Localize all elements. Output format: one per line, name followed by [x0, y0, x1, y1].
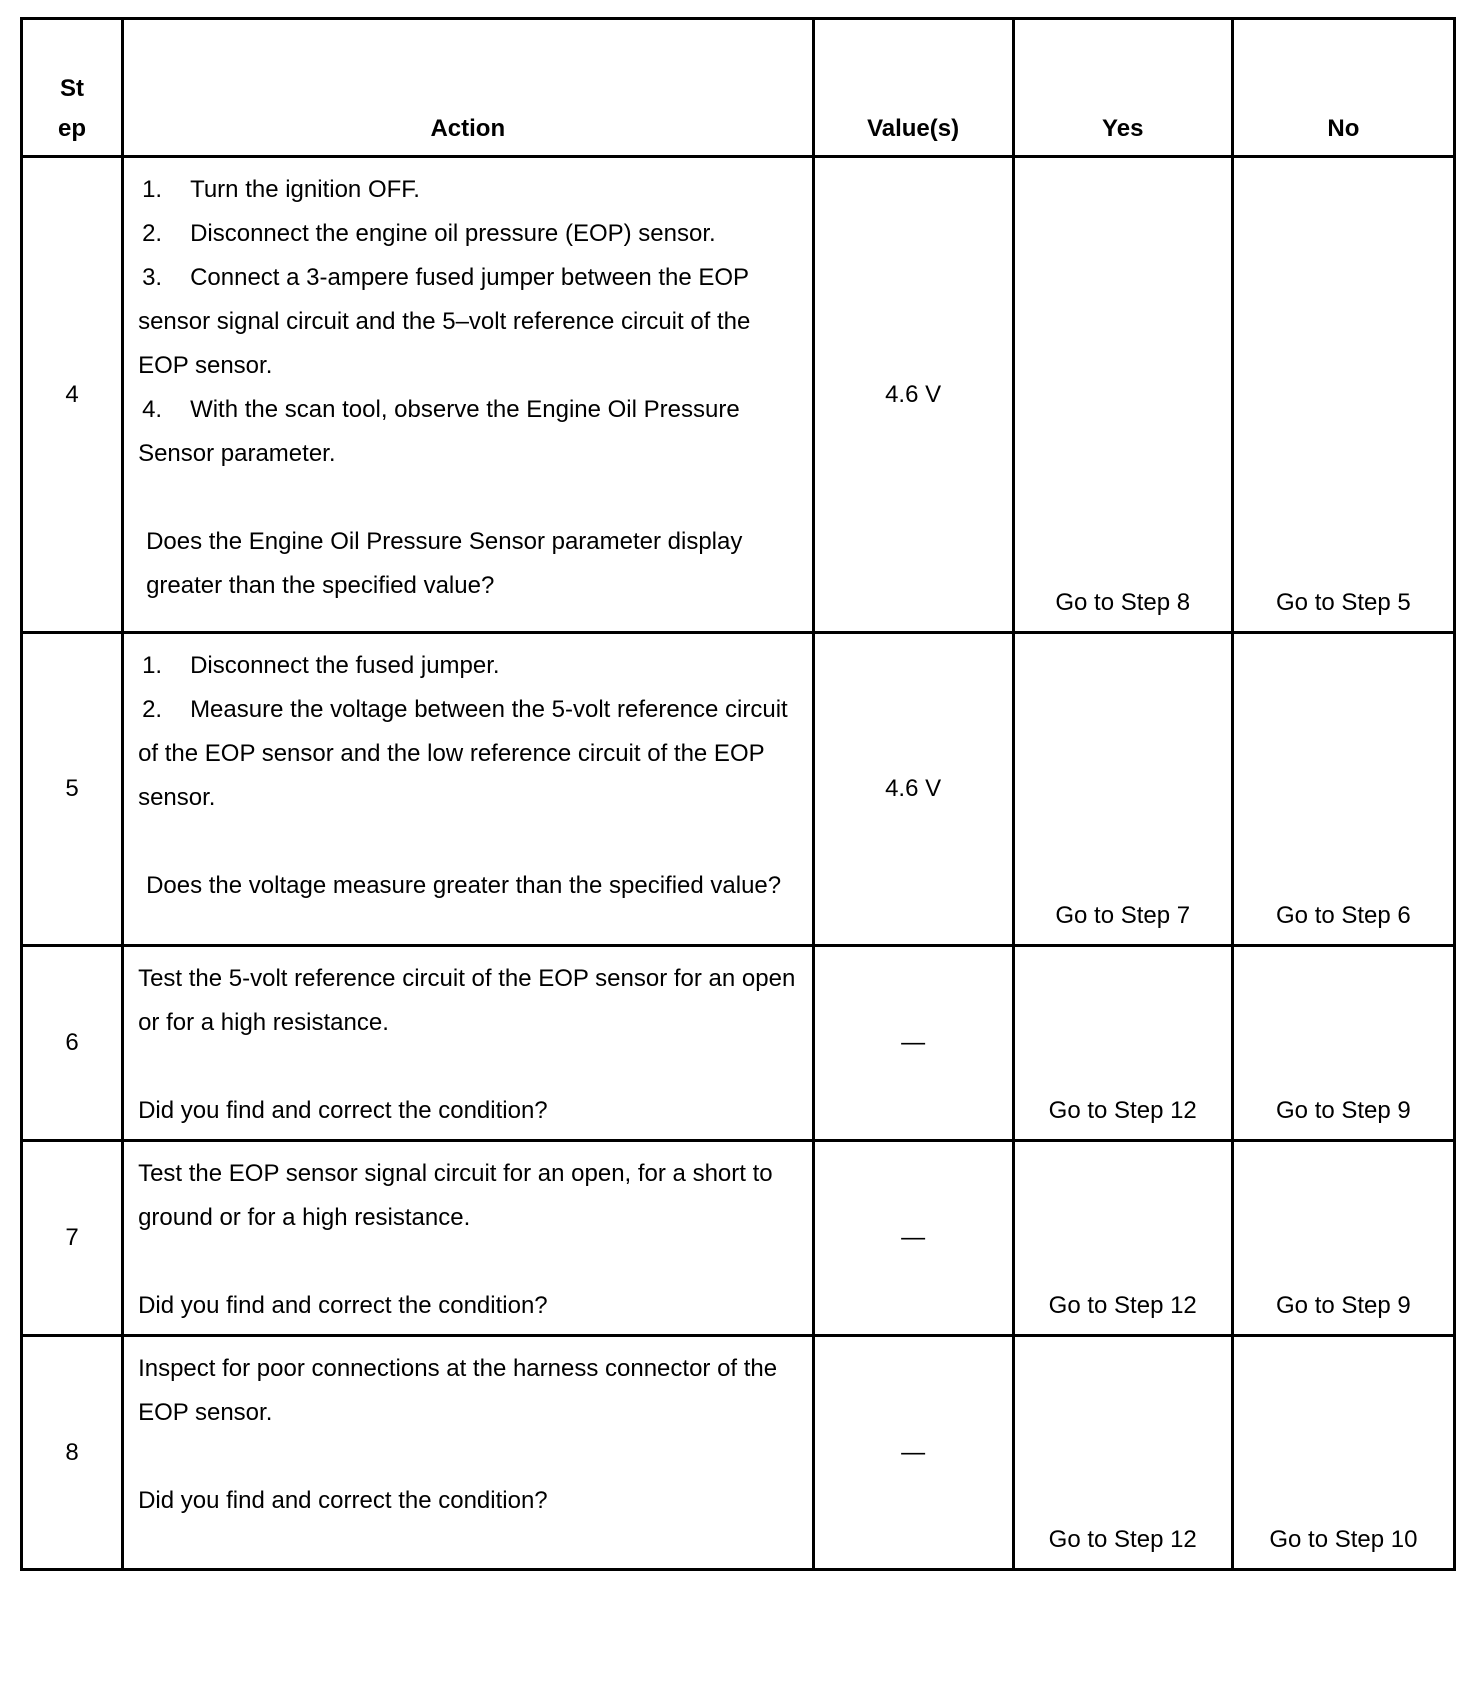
list-item: 2. Measure the voltage between the 5-volt reference circuit of the EOP sensor and the low reference circuit of the EOP sensor.: [138, 696, 788, 811]
no-cell: Go to Step 9: [1232, 946, 1454, 1141]
yes-cell: Go to Step 8: [1013, 157, 1232, 633]
action-cell: [123, 1141, 813, 1336]
step-number: 4: [22, 157, 123, 633]
step-number: 8: [22, 1336, 123, 1570]
question-text: Does the voltage measure greater than the specified value?: [146, 872, 782, 899]
step-number: 6: [22, 946, 123, 1141]
table-row: [22, 946, 1455, 1141]
header-step: St ep: [22, 19, 123, 157]
no-cell: Go to Step 10: [1232, 1336, 1454, 1570]
header-row: [22, 19, 1455, 157]
value-cell: —: [813, 1141, 1013, 1336]
header-action: Action: [123, 19, 813, 157]
yes-cell: Go to Step 12: [1013, 1336, 1232, 1570]
question-text: Did you find and correct the condition?: [138, 1292, 548, 1319]
no-cell: Go to Step 5: [1232, 157, 1454, 633]
question-text: Did you find and correct the condition?: [138, 1487, 548, 1514]
value-cell: 4.6 V: [813, 157, 1013, 633]
action-cell: [123, 157, 813, 633]
list-item: 2. Disconnect the engine oil pressure (EOP) sensor.: [142, 220, 716, 247]
table-row: [22, 1141, 1455, 1336]
yes-cell: Go to Step 12: [1013, 1141, 1232, 1336]
action-text: Test the EOP sensor signal circuit for an open, for a short to ground or for a high resistance.: [138, 1160, 773, 1231]
list-item: 3. Connect a 3-ampere fused jumper between the EOP sensor signal circuit and the 5–volt reference circuit of the EOP sensor.: [138, 264, 751, 379]
yes-cell: Go to Step 7: [1013, 633, 1232, 946]
value-cell: —: [813, 946, 1013, 1141]
header-no: No: [1232, 19, 1454, 157]
yes-cell: Go to Step 12: [1013, 946, 1232, 1141]
action-cell: [123, 946, 813, 1141]
no-cell: Go to Step 9: [1232, 1141, 1454, 1336]
diagnostic-table: [20, 17, 1456, 1571]
table-row: [22, 633, 1455, 946]
list-item: 1. Disconnect the fused jumper.: [142, 652, 500, 679]
header-value: Value(s): [813, 19, 1013, 157]
table-row: [22, 1336, 1455, 1570]
no-cell: Go to Step 6: [1232, 633, 1454, 946]
value-cell: 4.6 V: [813, 633, 1013, 946]
question-text: Does the Engine Oil Pressure Sensor parameter display greater than the specified value?: [146, 528, 743, 599]
table-row: [22, 157, 1455, 633]
step-number: 5: [22, 633, 123, 946]
action-text: Inspect for poor connections at the harness connector of the EOP sensor.: [138, 1355, 778, 1426]
header-yes: Yes: [1013, 19, 1232, 157]
list-item: 1. Turn the ignition OFF.: [142, 176, 420, 203]
question-text: Did you find and correct the condition?: [138, 1097, 548, 1124]
action-text: Test the 5-volt reference circuit of the EOP sensor for an open or for a high resistance.: [138, 965, 796, 1036]
list-item: 4. With the scan tool, observe the Engine Oil Pressure Sensor parameter.: [138, 396, 740, 467]
action-cell: [123, 1336, 813, 1570]
step-number: 7: [22, 1141, 123, 1336]
action-cell: [123, 633, 813, 946]
value-cell: —: [813, 1336, 1013, 1570]
